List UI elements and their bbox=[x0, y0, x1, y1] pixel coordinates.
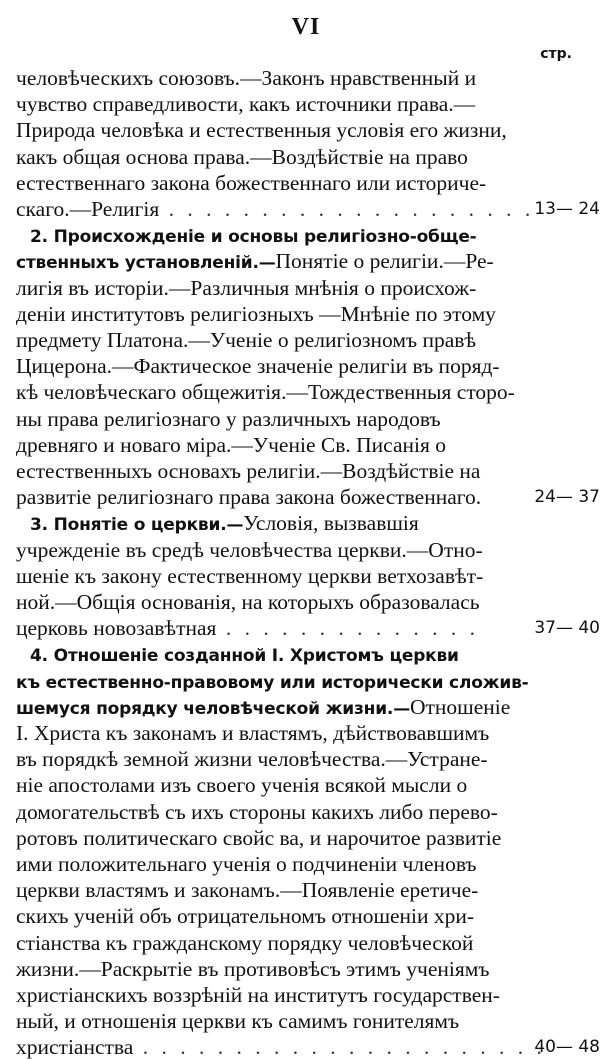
toc-entry-text: стіанства къ гражданскому порядку человѣческой bbox=[16, 930, 474, 955]
page-range: 24— 37 bbox=[534, 487, 600, 508]
toc-entry-line bbox=[16, 564, 494, 588]
toc-entry-text: человѣческихъ союзовъ.—Законъ нравственный и bbox=[16, 66, 477, 90]
toc-entry-text: Условія, вызвавшія bbox=[243, 511, 419, 536]
toc-entry-line bbox=[16, 773, 494, 797]
toc-entry-heading: ственныхъ установленій.— bbox=[16, 253, 276, 274]
toc-entry-line bbox=[16, 328, 494, 352]
toc-entry-heading: къ естественно-правовому или исторически сложив- bbox=[16, 672, 529, 693]
toc-entry-text: ніе апостолами изъ своего ученія всякой мысли о bbox=[16, 773, 468, 798]
toc-entry-text: Цицерона.—Фактическое значеніе религіи въ поряд- bbox=[16, 354, 500, 379]
toc-entry-text: ротовъ политическаго свойс ва, и нарочитое развитіе bbox=[16, 825, 502, 850]
page-number: VI bbox=[291, 14, 321, 40]
toc-entry-text: Понятіе о религіи.—Ре- bbox=[275, 249, 494, 274]
toc-entry-text: предмету Платона.—Ученіе о религіозномъ правѣ bbox=[16, 328, 477, 352]
toc-entry-text: скихъ ученій объ отрицательномъ отношеніи хри- bbox=[16, 904, 475, 929]
toc-entry-line bbox=[16, 669, 529, 693]
toc-entry-text: церкви властямъ и законамъ.—Появленіе еретиче- bbox=[16, 878, 479, 903]
toc-entry-line bbox=[16, 825, 502, 850]
toc-entry-text: древняго и новаго міра.—Ученіе Св. Писанія о bbox=[16, 432, 446, 457]
toc-entry-line bbox=[16, 171, 494, 195]
toc-entry-line bbox=[16, 407, 494, 431]
toc-entry-line bbox=[16, 485, 494, 509]
dot-leader: . . . . . . . . . . . . . . . . . . . . . . bbox=[133, 1035, 546, 1059]
toc-entry-line bbox=[16, 145, 494, 169]
toc-entry-text: ны права религіознаго у различныхъ народовъ bbox=[16, 406, 441, 431]
toc-entry-text: христіанскихъ воззрѣній на институтъ государствен- bbox=[16, 983, 500, 1007]
toc-entry-heading: 2. Происхожденіе и основы религіозно-обще- bbox=[30, 227, 477, 248]
dot-leader: . . . . . . . . . . . . . . bbox=[216, 616, 479, 641]
toc-entry-line bbox=[16, 433, 494, 457]
toc-entry-text: церковь новозавѣтная bbox=[16, 616, 217, 641]
toc-entry-line bbox=[16, 721, 494, 745]
toc-entry-line bbox=[16, 276, 494, 300]
toc-entry-text: ный, и отношенія церкви къ самимъ гонителямъ bbox=[16, 1009, 460, 1034]
toc-entry-line bbox=[16, 459, 494, 483]
toc-entry-line bbox=[16, 1009, 494, 1033]
toc-entry-line bbox=[16, 249, 494, 273]
toc-entry-line bbox=[16, 92, 494, 116]
toc-entry-text: въ порядкѣ земной жизни человѣчества.—Устране- bbox=[16, 747, 488, 772]
toc-entry-line bbox=[16, 616, 494, 640]
toc-entry-line bbox=[16, 957, 494, 981]
toc-entry-line bbox=[30, 642, 494, 666]
toc-entry-line bbox=[16, 66, 494, 90]
toc-entry-text: жизни.—Раскрытіе въ противовѣсъ этимъ ученіямъ bbox=[16, 956, 490, 981]
toc-entry-line bbox=[16, 694, 511, 719]
toc-entry-text: Природа человѣка и естественныя условія его жизни, bbox=[16, 118, 507, 143]
toc-entry-text: естественнаго закона божественнаго или историче- bbox=[16, 170, 487, 195]
pages-column-label: стр. bbox=[540, 46, 572, 62]
toc-entry-text: христіанства bbox=[16, 1035, 134, 1059]
toc-entry-line bbox=[16, 799, 498, 824]
toc-entry-line bbox=[30, 223, 494, 247]
toc-entry-text: какъ общая основа права.—Воздѣйствіе на право bbox=[16, 144, 468, 169]
toc-entry-text: учрежденіе въ средѣ человѣчества церкви.—Отно- bbox=[16, 537, 483, 562]
toc-entry-line bbox=[16, 380, 515, 405]
toc-entry-text: І. Христа къ законамъ и властямъ, дѣйствовавшимъ bbox=[16, 721, 490, 745]
toc-entry-text: скаго.—Религія bbox=[16, 197, 160, 221]
toc-entry-text: ной.—Общія основанія, на которыхъ образовалась bbox=[16, 590, 480, 614]
page-range: 37— 40 bbox=[534, 618, 600, 639]
toc-entry-text: развитіе религіознаго права закона божественнаго. bbox=[16, 485, 482, 510]
toc-entry-text: домогательствѣ съ ихъ стороны какихъ либо перево- bbox=[16, 799, 498, 824]
toc-entry-line bbox=[16, 118, 507, 143]
page-range: 40— 48 bbox=[534, 1037, 600, 1058]
toc-entry-line bbox=[16, 354, 500, 379]
toc-entry-heading: 3. Понятіе о церкви.— bbox=[30, 515, 244, 536]
toc-entry-text: лигія въ исторіи.—Различныя мнѣнія о происхож- bbox=[16, 275, 477, 300]
toc-entry-text: шеніе къ закону естественному церкви ветхозавѣт- bbox=[16, 563, 484, 588]
toc-entry-line bbox=[16, 197, 535, 221]
toc-entry-line bbox=[16, 1035, 546, 1059]
dot-leader: . . . . . . . . . . . . . . . . . . . . bbox=[159, 197, 535, 221]
toc-entry-line bbox=[30, 511, 494, 535]
toc-entry-line bbox=[16, 747, 494, 771]
toc-entry-text: кѣ человѣческаго общежитія.—Тождественныя сторо- bbox=[16, 380, 515, 405]
toc-entry-line bbox=[16, 538, 494, 562]
toc-entry-text: естественныхъ основахъ религіи.—Воздѣйствіе на bbox=[16, 459, 481, 483]
toc-entry-text: чувство справедливости, какъ источники права.— bbox=[16, 92, 476, 117]
toc-entry-line bbox=[16, 983, 500, 1007]
toc-entry-line bbox=[16, 302, 494, 326]
toc-entry-line bbox=[16, 590, 494, 614]
toc-entry-heading: 4. Отношеніе созданной І. Христомъ церкви bbox=[30, 646, 459, 667]
toc-entry-heading: шемуся порядку человѣческой жизни.— bbox=[16, 698, 410, 719]
toc-entry-line bbox=[16, 852, 494, 876]
page-range: 13— 24 bbox=[534, 199, 600, 219]
toc-entry-line bbox=[16, 878, 494, 902]
toc-entry-line bbox=[16, 904, 494, 928]
toc-entry-text: деніи институтовъ религіозныхъ —Мнѣніе по этому bbox=[16, 301, 496, 326]
toc-entry-text: Отношеніе bbox=[410, 694, 511, 719]
toc-entry-text: ими положительнаго ученія о подчиненіи членовъ bbox=[16, 852, 477, 876]
toc-entry-line bbox=[16, 931, 494, 955]
